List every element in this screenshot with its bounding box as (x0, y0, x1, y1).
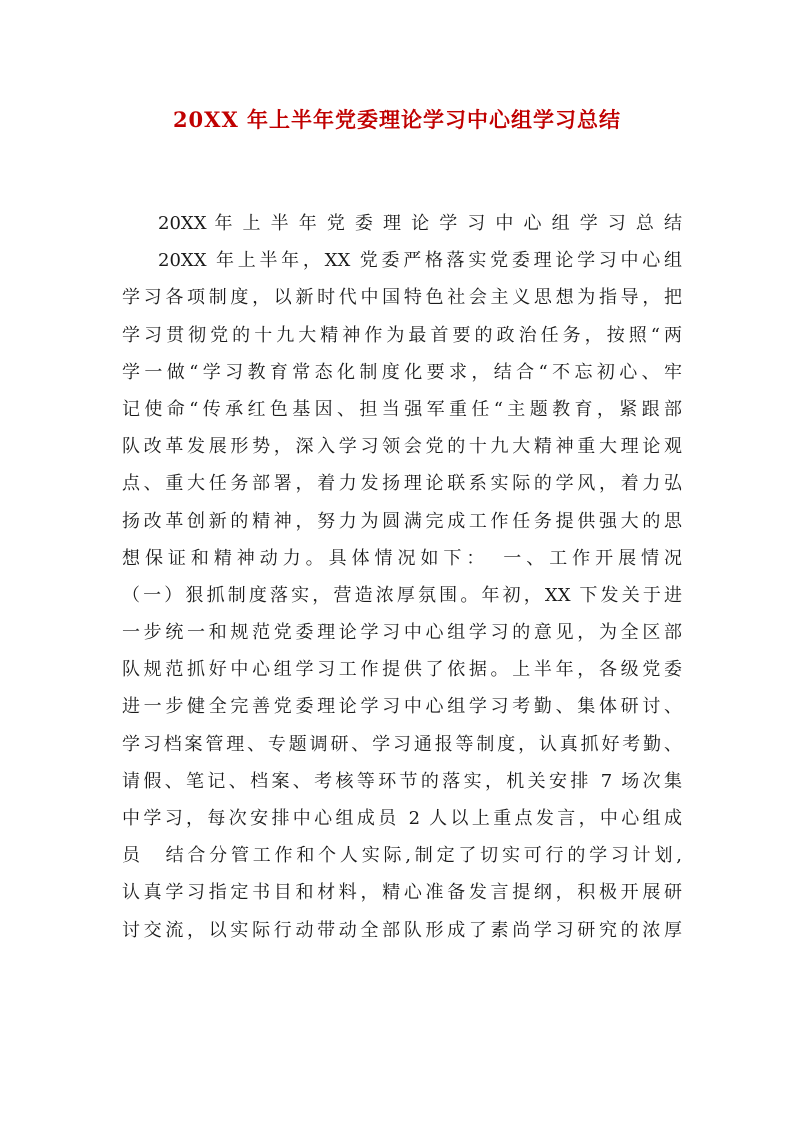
document-title: 20XX 年上半年党委理论学习中心组学习总结 (172, 107, 622, 132)
body-line: 想保证和精神动力。具体情况如下： 一、工作开展情况 (122, 547, 682, 569)
body-line: 记使命“传承红色基因、担当强军重任“主题教育，紧跟部 (122, 398, 682, 420)
body-line: 队规范抓好中心组学习工作提供了依据。上半年，各级党委 (122, 659, 682, 681)
body-line: 扬改革创新的精神，努力为圆满完成工作任务提供强大的思 (122, 510, 682, 532)
body-line: 学习各项制度，以新时代中国特色社会主义思想为指导，把 (122, 287, 682, 309)
body-line: 20XX 年 上 半 年 党 委 理 论 学 习 中 心 组 学 习 总 结 (158, 213, 682, 234)
body-line: 学一做“学习教育常态化制度化要求，结合“不忘初心、牢 (122, 361, 682, 383)
body-line: 进一步健全完善党委理论学习中心组学习考勤、集体研讨、 (122, 696, 682, 718)
body-line: 学习贯彻党的十九大精神作为最首要的政治任务，按照“两 (122, 324, 682, 346)
body-line: 讨交流，以实际行动带动全部队形成了素尚学习研究的浓厚 (122, 919, 682, 941)
document-body (122, 205, 682, 949)
body-line: 一步统一和规范党委理论学习中心组学习的意见，为全区部 (122, 622, 682, 644)
body-line: 20XX 年上半年，XX 党委严格落实党委理论学习中心组 (158, 250, 682, 272)
body-line: 点、重大任务部署，着力发扬理论联系实际的学风，着力弘 (122, 473, 682, 495)
body-line: 认真学习指定书目和材料，精心准备发言提纲，积极开展研 (122, 882, 682, 904)
body-line: 请假、笔记、档案、考核等环节的落实，机关安排 7 场次集 (122, 770, 682, 792)
body-line: 中学习，每次安排中心组成员 2 人以上重点发言，中心组成 (122, 808, 682, 829)
body-line: （一）狠抓制度落实，营造浓厚氛围。年初，XX 下发关于进 (122, 584, 682, 606)
body-line: 员 结合分管工作和个人实际,制定了切实可行的学习计划, (122, 845, 682, 867)
body-line: 学习档案管理、专题调研、学习通报等制度，认真抓好考勤、 (122, 733, 682, 755)
body-line: 队改革发展形势，深入学习领会党的十九大精神重大理论观 (122, 436, 682, 458)
